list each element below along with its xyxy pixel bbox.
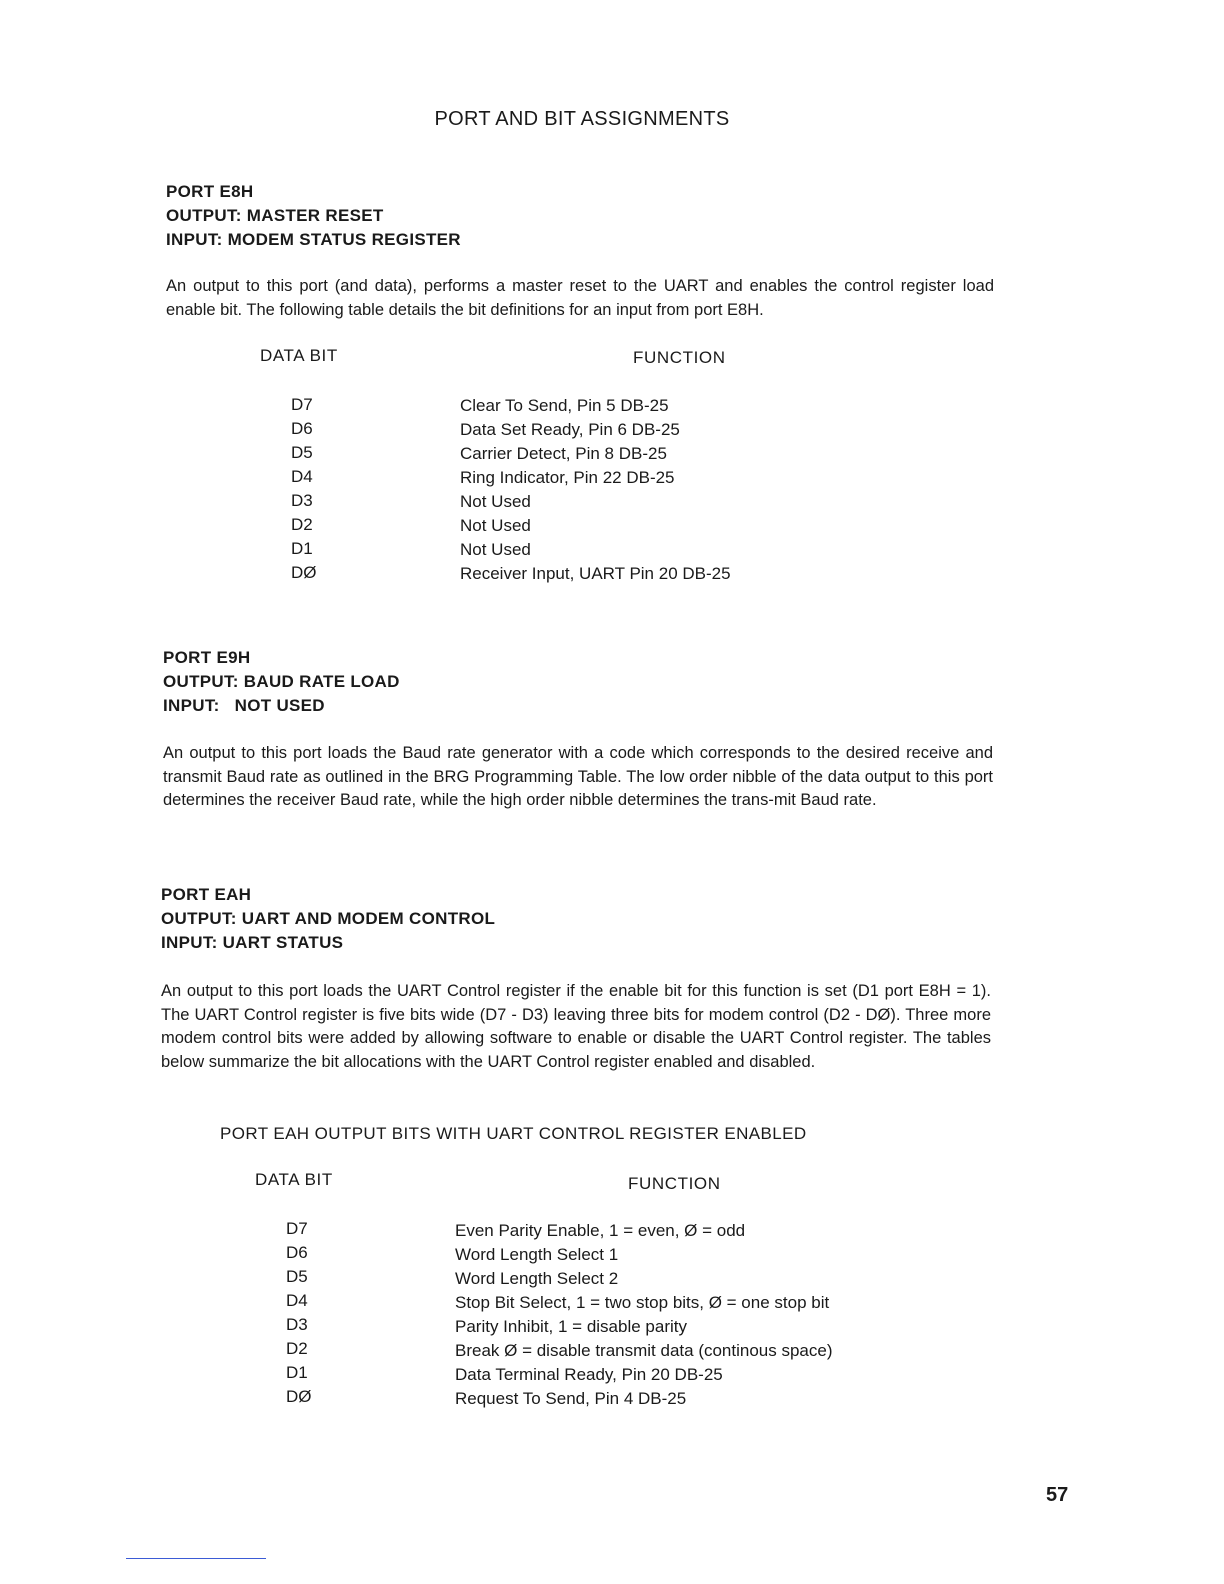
table2-function: Data Terminal Ready, Pin 20 DB-25 xyxy=(455,1365,723,1384)
table1-bit: D3 xyxy=(291,491,313,510)
table1-function: Carrier Detect, Pin 8 DB-25 xyxy=(460,444,667,463)
table1-bit: DØ xyxy=(291,563,317,582)
table2-col-data-bit: DATA BIT xyxy=(255,1170,333,1189)
page-title: PORT AND BIT ASSIGNMENTS xyxy=(434,108,730,130)
table2-col-function: FUNCTION xyxy=(628,1174,721,1193)
page-number: 57 xyxy=(1046,1484,1069,1506)
port-e8h-header xyxy=(166,180,461,252)
table2-function-column xyxy=(455,1219,833,1411)
port-e8h-output: OUTPUT: MASTER RESET xyxy=(166,206,384,225)
table2-bit: D1 xyxy=(286,1363,308,1382)
table2-function: Word Length Select 1 xyxy=(455,1245,619,1264)
port-e9h-output: OUTPUT: BAUD RATE LOAD xyxy=(163,672,400,691)
table1-bit: D7 xyxy=(291,395,313,414)
table2-bit: D5 xyxy=(286,1267,308,1286)
footer-rule xyxy=(126,1558,266,1559)
table2-bit: D6 xyxy=(286,1243,308,1262)
table1-function: Clear To Send, Pin 5 DB-25 xyxy=(460,396,669,415)
table1-bit: D6 xyxy=(291,419,313,438)
port-eah-paragraph: An output to this port loads the UART Control register if the enable bit for this function is set (D1 port E8H = 1). The UART Control register is five bits wide (D7 - D3) leaving three bits for modem control (D2 - DØ). Three more modem control bits were added by allowing software to enable or disable the UART Control register. The tables below summarize the bit allocations with the UART Control register enabled and disabled. xyxy=(161,982,991,1071)
table1-bit: D2 xyxy=(291,515,313,534)
port-eah-name: PORT EAH xyxy=(161,885,252,904)
table1-bit: D5 xyxy=(291,443,313,462)
port-e8h-name: PORT E8H xyxy=(166,182,254,201)
port-eah-output: OUTPUT: UART AND MODEM CONTROL xyxy=(161,909,496,928)
table2-bit: D4 xyxy=(286,1291,308,1310)
port-e9h-paragraph: An output to this port loads the Baud rate generator with a code which corresponds to the desired receive and transmit Baud rate as outlined in the BRG Programming Table. The low order nibble of the data output to this port determines the receiver Baud rate, while the high order nibble determines the trans-mit Baud rate. xyxy=(163,744,993,809)
table2-function: Stop Bit Select, 1 = two stop bits, Ø = one stop bit xyxy=(455,1293,830,1312)
table1-function: Not Used xyxy=(460,492,531,511)
port-e9h-name: PORT E9H xyxy=(163,648,251,667)
port-e8h-input: INPUT: MODEM STATUS REGISTER xyxy=(166,230,461,249)
table2-caption: PORT EAH OUTPUT BITS WITH UART CONTROL REGISTER ENABLED xyxy=(220,1124,807,1143)
table1-col-function: FUNCTION xyxy=(633,348,726,367)
port-e8h-paragraph: An output to this port (and data), performs a master reset to the UART and enables the control register load enable bit. The following table details the bit definitions for an input from port E8H. xyxy=(166,277,994,319)
table2-function: Break Ø = disable transmit data (continous space) xyxy=(455,1341,833,1360)
table2-function: Even Parity Enable, 1 = even, Ø = odd xyxy=(455,1221,746,1240)
table1-function: Not Used xyxy=(460,516,531,535)
table1-function: Not Used xyxy=(460,540,531,559)
table1-bit-column xyxy=(291,393,317,585)
port-eah-input: INPUT: UART STATUS xyxy=(161,933,344,952)
table1-function: Ring Indicator, Pin 22 DB-25 xyxy=(460,468,675,487)
table2-bit: D3 xyxy=(286,1315,308,1334)
table1-col-data-bit: DATA BIT xyxy=(260,346,338,365)
table1-function: Data Set Ready, Pin 6 DB-25 xyxy=(460,420,680,439)
port-eah-header xyxy=(161,883,495,955)
table1-bit: D4 xyxy=(291,467,313,486)
table2-bit: DØ xyxy=(286,1387,312,1406)
port-e9h-header xyxy=(163,646,400,718)
port-e9h-input: INPUT: NOT USED xyxy=(163,696,325,715)
table1-function: Receiver Input, UART Pin 20 DB-25 xyxy=(460,564,731,583)
table1-function-column xyxy=(460,394,731,586)
table2-function: Word Length Select 2 xyxy=(455,1269,619,1288)
table2-bit: D7 xyxy=(286,1219,308,1238)
table2-bit-column xyxy=(286,1217,312,1409)
table2-bit: D2 xyxy=(286,1339,308,1358)
table2-function: Parity Inhibit, 1 = disable parity xyxy=(455,1317,687,1336)
table2-function: Request To Send, Pin 4 DB-25 xyxy=(455,1389,687,1408)
table1-bit: D1 xyxy=(291,539,313,558)
